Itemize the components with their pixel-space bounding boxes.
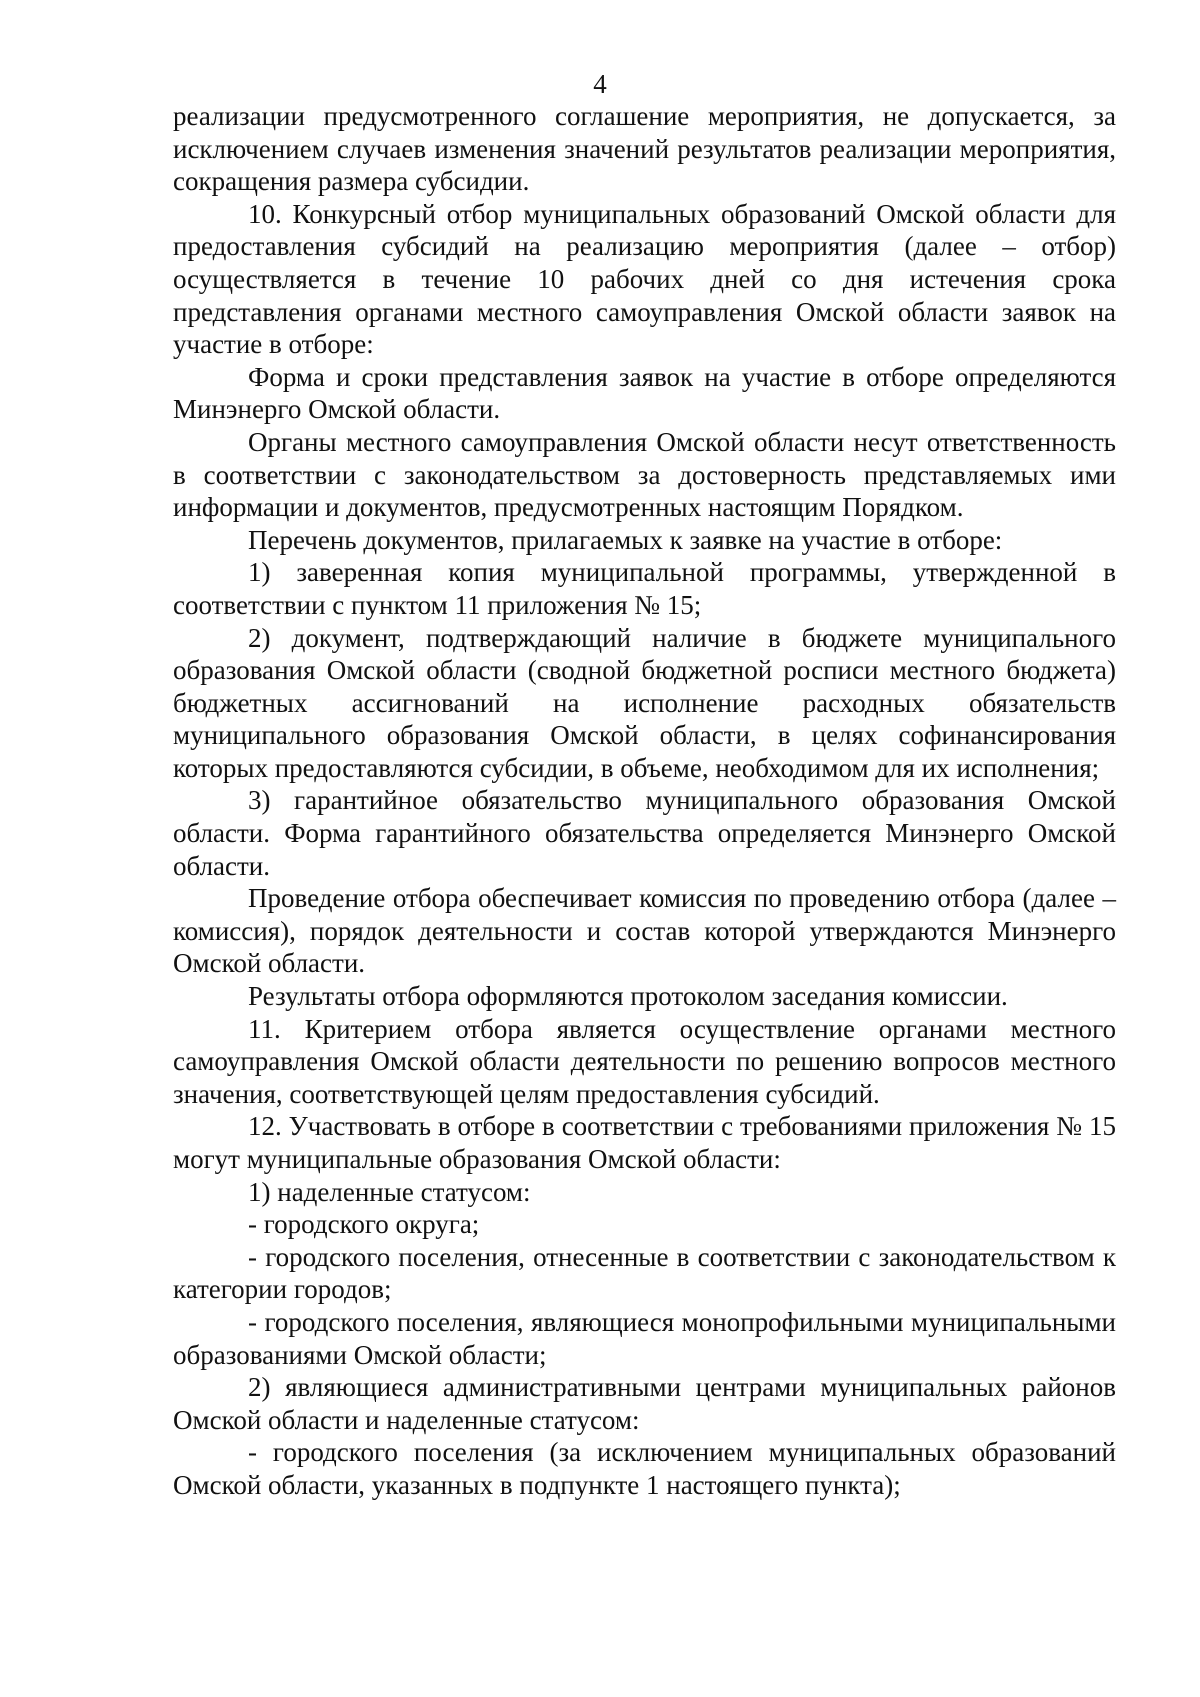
document-body	[173, 100, 1116, 1502]
dash-item-urban-settlement-monoprofile: - городского поселения, являющиеся монопрофильными муниципальными образованиями Омской области;	[173, 1306, 1116, 1370]
subitem-1: 1) наделенные статусом:	[248, 1176, 531, 1207]
paragraph-commission: Проведение отбора обеспечивает комиссия по проведению отбора (далее – комиссия), порядок деятельности и состав которой утверждаются Минэнерго Омской области.	[173, 883, 1116, 979]
paragraph-continuation: реализации предусмотренного соглашение мероприятия, не допускается, за исключением случаев изменения значений результатов реализации мероприятия, сокращения размера субсидии.	[173, 101, 1116, 197]
paragraph-results: Результаты отбора оформляются протоколом заседания комиссии.	[248, 981, 1008, 1012]
list-item-2: 2) документ, подтверждающий наличие в бюджете муниципального образования Омской области (сводной бюджетной росписи местного бюджета) бюджетных ассигнований на исполнение расходных обязательств муниципального образования Омской области, в целях софинансирования которых предоставляются субсидии, в объеме, необходимом для их исполнения;	[173, 622, 1116, 783]
dash-item-urban-settlement-exception: - городского поселения (за исключением муниципальных образований Омской области, указанных в подпункте 1 настоящего пункта);	[173, 1437, 1116, 1500]
paragraph-item-10: 10. Конкурсный отбор муниципальных образований Омской области для предоставления субсидий на реализацию мероприятия (далее – отбор) осуществляется в течение 10 рабочих дней со дня истечения срока представления органами местного самоуправления Омской области заявок на участие в отборе:	[173, 198, 1116, 360]
list-item-1: 1) заверенная копия муниципальной программы, утвержденной в соответствии с пунктом 11 приложения № 15;	[173, 557, 1116, 620]
paragraph-application-form: Форма и сроки представления заявок на участие в отборе определяются Минэнерго Омской области.	[173, 361, 1116, 425]
dash-item-city-district: - городского округа;	[248, 1209, 480, 1240]
paragraph-item-12: 12. Участвовать в отборе в соответствии с требованиями приложения № 15 могут муниципальные образования Омской области:	[173, 1111, 1116, 1174]
subitem-2: 2) являющиеся административными центрами муниципальных районов Омской области и наделенные статусом:	[173, 1372, 1116, 1435]
paragraph-responsibility: Органы местного самоуправления Омской области несут ответственность в соответствии с законодательством за достоверность представляемых ими информации и документов, предусмотренных настоящим Порядком.	[173, 426, 1116, 523]
paragraph-item-11: 11. Критерием отбора является осуществление органами местного самоуправления Омской области деятельности по решению вопросов местного значения, соответствующей целям предоставления субсидий.	[173, 1013, 1116, 1109]
dash-item-urban-settlement-cities: - городского поселения, отнесенные в соответствии с законодательством к категории городов;	[173, 1241, 1116, 1305]
paragraph-documents-list-intro: Перечень документов, прилагаемых к заявке на участие в отборе:	[248, 524, 1003, 555]
list-item-3: 3) гарантийное обязательство муниципального образования Омской области. Форма гарантийного обязательства определяется Минэнерго Омской области.	[173, 785, 1116, 881]
page-number: 4	[593, 69, 607, 99]
